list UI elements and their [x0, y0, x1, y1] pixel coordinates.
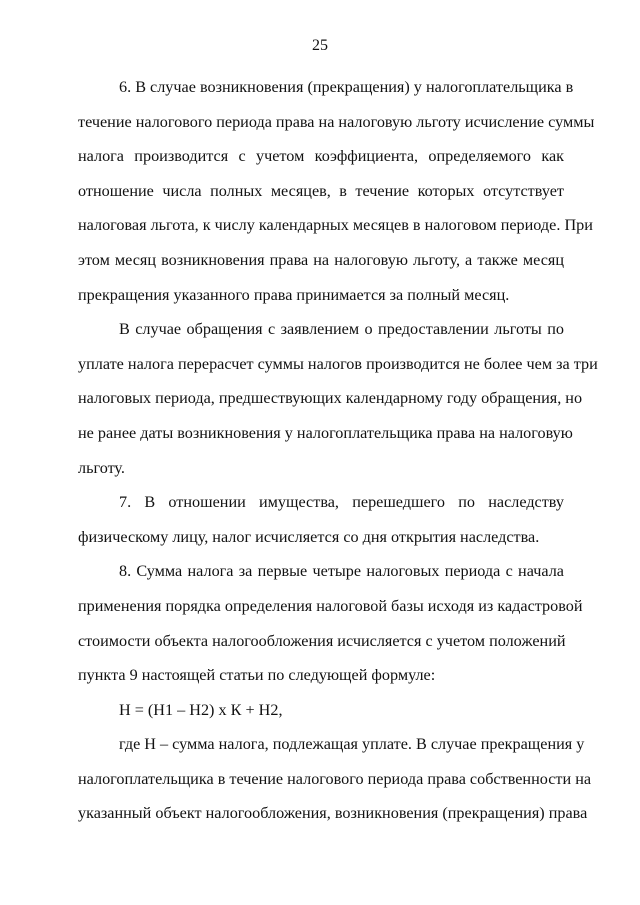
text-line: налоговая льгота, к числу календарных месяцев в налоговом периоде. При [78, 216, 593, 235]
text-line: налога производится с учетом коэффициента, определяемого как [78, 147, 564, 166]
text-line: указанный объект налогообложения, возникновения (прекращения) права [78, 804, 588, 823]
paragraph-6 [78, 70, 595, 312]
text-line: применения порядка определения налоговой базы исходя из кадастровой [78, 596, 583, 615]
text-line: налоговых периода, предшествующих календарному году обращения, но [78, 389, 583, 408]
document-body [78, 70, 598, 831]
paragraph-7 [78, 485, 564, 554]
text-line: прекращения указанного права принимается за полный месяц. [78, 285, 510, 304]
text-line: течение налогового периода права на налоговую льготу исчисление суммы [78, 112, 595, 131]
text-line: физическому лицу, налог исчисляется со дня открытия наследства. [78, 527, 540, 546]
page-number: 25 [312, 37, 328, 54]
paragraph-formula-explanation [78, 727, 592, 831]
text-line: 6. В случае возникновения (прекращения) у налогоплательщика в [119, 78, 574, 96]
paragraph-benefit-claim [78, 312, 598, 485]
text-line: где Н – сумма налога, подлежащая уплате. В случае прекращения у [119, 735, 585, 754]
formula [78, 693, 564, 728]
text-line: уплате налога перерасчет суммы налогов производится не более чем за три [78, 354, 598, 373]
text-line: 7. В отношении имущества, перешедшего по наследству [119, 493, 564, 512]
text-line: отношение числа полных месяцев, в течение которых отсутствует [78, 181, 564, 200]
text-line: стоимости объекта налогообложения исчисляется с учетом положений [78, 631, 566, 650]
paragraph-8 [78, 554, 583, 692]
text-line: этом месяц возникновения права на налоговую льготу, а также месяц [78, 250, 564, 269]
formula-line: Н = (Н1 – Н2) х К + Н2, [119, 700, 283, 719]
text-line: В случае обращения с заявлением о предоставлении льготы по [119, 320, 564, 339]
text-line: 8. Сумма налога за первые четыре налоговых периода с начала [119, 562, 564, 581]
text-line: льготу. [78, 458, 125, 477]
text-line: налогоплательщика в течение налогового периода права собственности на [78, 769, 592, 788]
text-line: пункта 9 настоящей статьи по следующей формуле: [78, 666, 436, 685]
text-line: не ранее даты возникновения у налогоплательщика права на налоговую [78, 423, 573, 442]
